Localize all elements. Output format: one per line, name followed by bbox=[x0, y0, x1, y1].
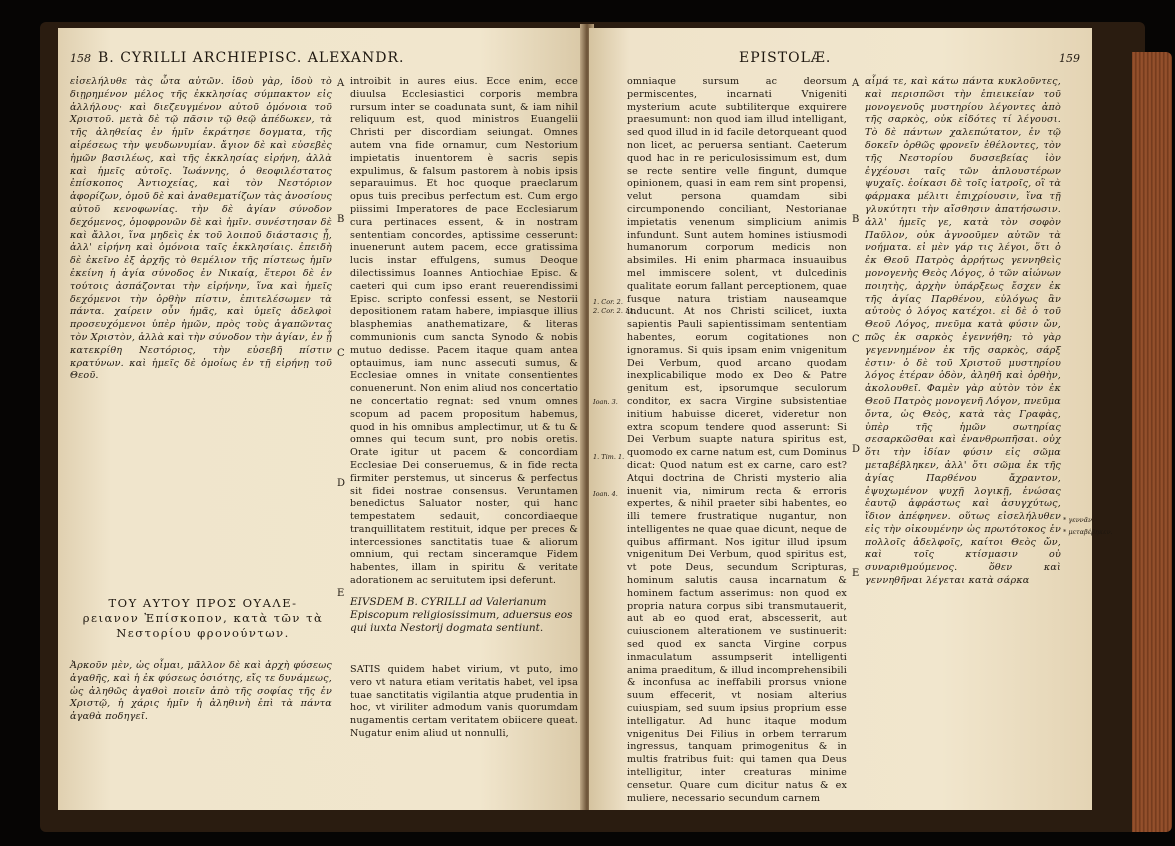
latin-body-column bbox=[350, 664, 578, 800]
section-marker-e: E bbox=[337, 588, 345, 599]
greek-paragraph: αἷμά τε, καὶ κάτω πάντα κυκλοῦντες, καὶ περισπῶσι τὴν ἐπιεικείαν τοῦ μονογενοῦς μυστηρίου λέγοντες ἀπὸ τῆς σαρκὸς, οὐκ εἰδότες τί λέγουσι. Τὸ δὲ πάντων χαλεπώτατον, ἐν τῷ δοκεῖν ὀρθῶς φρονεῖν ἐθέλοντες, τὸν τῆς Νεστορίου δυσσεβείας ἰὸν ἐγχέουσι ταῖς τῶν ἁπλουστέρων ψυχαῖς. ἐοίκασι δὲ τοῖς ἰατροῖς, οἳ τὰ φάρμακα μέλιτι ἐπιχρίουσιν, ἵνα τῇ γλυκύτητι τὴν αἴσθησιν ἀπατήσωσιν. ἀλλ' ἡμεῖς γε, κατὰ τὸν σοφὸν Παῦλον, οὐκ ἀγνοοῦμεν αὐτῶν τὰ νοήματα. εἰ μὲν γάρ τις λέγοι, ὅτι ὁ ἐκ Θεοῦ Πατρὸς ἀρρήτως γεννηθεὶς μονογενὴς Θεὸς Λόγος, ὁ τῶν αἰώνων ποιητὴς, ἀρχὴν ὑπάρξεως ἔσχεν ἐκ τῆς ἁγίας Παρθένου, εὐλόγως ἂν αὐτοὺς ὁ λόγος κατέχοι. εἰ δὲ ὁ τοῦ Θεοῦ Λόγος, πνεῦμα κατὰ φύσιν ὤν, πῶς ἐκ σαρκὸς ἐγεννήθη; τὸ γὰρ γεγεννημένον ἐκ τῆς σαρκὸς, σάρξ ἐστιν· ὁ δὲ τοῦ Χριστοῦ μυστηρίου λόγος ἑτέραν ὁδὸν, ἀληθῆ καὶ ὀρθὴν, ἀκολουθεῖ. Φαμὲν γὰρ αὐτὸν τὸν ἐκ Θεοῦ Πατρὸς μονογενῆ Λόγον, πνεῦμα ὄντα, ὡς Θεὸς, κατὰ τὰς Γραφὰς, ὑπὲρ τῆς ἡμῶν σωτηρίας σεσαρκῶσθαι καὶ ἐνανθρωπῆσαι. οὐχ ὅτι τὴν ἰδίαν φύσιν εἰς σῶμα μεταβέβληκεν, ἀλλ' ὅτι σῶμα ἐκ τῆς ἁγίας Παρθένου ἄχραντον, ἐψυχωμένον ψυχῇ λογικῇ, ἑνώσας ἑαυτῷ ἀφράστως καὶ ἀσυγχύτως, ἴδιον ἀπέφηνεν. οὕτως εἰσελήλυθεν εἰς τὴν οἰκουμένην ὡς πρωτότοκος ἐν πολλοῖς ἀδελφοῖς, καίτοι Θεὸς ὤν, καὶ τοῖς κτίσμασιν οὐ συναριθμούμενος. ὅθεν καὶ γεννηθῆναι λέγεται κατὰ σάρκα bbox=[865, 76, 1061, 587]
section-marker-b: B bbox=[852, 214, 860, 225]
greek-body-column bbox=[70, 660, 332, 800]
latin-text-column bbox=[350, 76, 578, 602]
margin-note: Ioan. 3. bbox=[593, 398, 618, 406]
running-head-right: EPISTOLÆ. bbox=[739, 50, 832, 66]
section-marker-c: C bbox=[337, 348, 345, 359]
greek-body-paragraph: Ἀρκοῦν μὲν, ὡς οἶμαι, μᾶλλον δὲ καὶ ἀρχὴ φύσεως ἀγαθῆς, καὶ ἡ ἐκ φύσεως ὁσιότης, εἴς τε δυνάμεως, ὡς ἀληθῶς ἀγαθοὶ ποιεῖν ἀπὸ τῆς σοφίας τῆς ἐν Χριστῷ, ἡ χάρις ἡμῖν ἡ ἀληθινὴ ἐπὶ τὰ πάντα ἀγαθὰ ποδηγεῖ. bbox=[70, 660, 332, 723]
margin-note: * μεταβέβηκεν. bbox=[1063, 528, 1113, 536]
margin-note: * γεννᾶν. bbox=[1063, 516, 1094, 524]
latin-section-title: EIVSDEM B. CYRILLI ad Valerianum Episcopum religiosissimum, aduersus eos qui iuxta Nestorij dogmata sentiunt. bbox=[350, 596, 573, 634]
right-page bbox=[589, 28, 1113, 810]
greek-text-column bbox=[70, 76, 332, 596]
running-head-left: B. CYRILLI ARCHIEPISC. ALEXANDR. bbox=[98, 50, 405, 66]
latin-paragraph: omniaque sursum ac deorsum permiscentes, incarnati Vnigeniti mysterium acute subtiliterque exquirere praesumunt: non quod iam illud intelligant, sed quod illud in id facile detorqueant quod non licet, ac peruersa sentiant. Caeterum quod hac in re periculosissimum est, dum se recte sentire velle fingunt, dumque opinionem, quasi in eam rem sint propensi, velut persona quamdam sibi circumponendo conciliant, Nestorianae impietatis venenum simplicium animis infundunt. Sunt autem homines istiusmodi humanorum corporum medicis non absimiles. Hi enim pharmaca insuauibus mel immiscere solent, vt dulcedinis qualitate eorum fallant perceptionem, quae fusque natura tristiam nauseamque inducunt. At nos Christi scilicet, iuxta sapientis Pauli sapientissimam sententiam habentes, eorum cogitationes non ignoramus. Si quis ipsam enim vnigenitum Dei Verbum, quod arcano quodam inexplicabilique modo ex Deo & Patre genitum est, ipsorumque seculorum conditor, ex sacra Virgine subsistentiae initium habuisse diceret, videretur non extra scopum tendere quod asserunt: Si Dei Verbum suapte natura spiritus est, quomodo ex carne natum est, cum Dominus dicat: Quod natum est ex carne, caro est? Atqui doctrina de Christi mysterio alia inuenit via, nimirum recta & erroris expertes, & nihil praeter sibi habentes, eo illi temere frustratique nugantur, non intelligentes ne quae quae dicunt, neque de quibus affirmant. Nos igitur illud ipsum vnigenitum Dei Verbum, quod spiritus est, vt pote Deus, secundum Scripturas, hominum salutis causa incarnatum & hominem factum asserimus: non quod ex propria natura corpus sibi transmutauerit, aut ab eo quod erat, abscesserit, aut cuiuscionem alterationem ve sustinuerit: sed quod ex sancta Virgine corpus inmaculatum assumpserit intelligenti anima praeditum, & illud incomprehensibili & inconfusa ac ineffabili prorsus vnione suum effecerit, vt nosiam alterius cuiuspiam, sed suum ipsius proprium esse intelligatur. Ad hunc itaque modum vnigenitus Dei Filius in orbem terrarum ingressus, tanquam primogenitus & in multis fratribus fuit: qui tamen qua Deus intelligitur, inter creaturas minime censetur. Quare cum dicitur natus & ex muliere, necessario secundum carnem bbox=[627, 76, 847, 804]
section-marker-b: B bbox=[337, 214, 345, 225]
section-marker-a: A bbox=[852, 78, 860, 89]
greek-text-column bbox=[865, 76, 1061, 802]
latin-paragraph: introibit in aures eius. Ecce enim, ecce diuulsa Ecclesiastici corporis membra rursum inter se coadunata sunt, & iam nihil reliquum est, quod ministros Euangelii Christi per discordiam seiungat. Omnes autem vna fide ornamur, cum Nestorium impietatis inuentorem è sacris sepis expulimus, & falsum pastorem à nobis ipsis separauimus. Et hoc quoque praeclarum opus tuis precibus perfectum est. Cum ergo piissimi Imperatores de pace Ecclesiarum cura pertinaces essent, & in nostram sententiam concordes, aptissime cesserunt: inuenerunt autem pacem, ecce gratissima lucis instar effulgens, sumus Deoque dilectissimus Ioannes Antiochiae Episc. & caeteri qui cum ipso erant reuerendissimi Episc. scripto confessi essent, se Nestorii depositionem ratam habere, impiasque illius blasphemias anathematizare, & literas communionis cum sancta Synodo & nobis mutuo dedisse. Pacem itaque quam antea optauimus, iam nunc assecuti sumus, & Ecclesiae omnes in vnitate consentientes conuenerunt. Non enim aliud nos concertatio ne concertatio regnat: sed vnum omnes scopum ad pacem propositum habemus, quod in his omnibus amplectimur, ut & tu & omnes qui tecum sunt, pro nobis oretis. Orate igitur ut pacem & concordiam Ecclesiae Dei conseruemus, & in fide recta firmiter perstemus, ut sincerus & perfectus sit fidei nostrae consensus. Veruntamen benedictus Saluator noster, qui hanc tempestatem sedauit, concordiaeque tranquillitatem restituit, idque per preces & intercessiones sanctitatis tuae & aliorum omnium, qui rectam sinceramque Fidem habentes, illam in spiritu & veritate adorationem ac seruitutem ipsi deferunt. bbox=[350, 76, 578, 587]
greek-section-title: ΤΟΥ ΑΥΤΟΥ ΠΡΟΣ ΟΥΑΛΕ- ρειανον Ἐπίσκοπον, κατὰ τῶν τὰ Νεστορίου φρονούντων. bbox=[82, 596, 324, 640]
margin-note: 1. Tim. 1. bbox=[593, 453, 625, 461]
section-marker-d: D bbox=[852, 444, 861, 455]
margin-note: Ioan. 4. bbox=[593, 490, 618, 498]
section-marker-c: C bbox=[852, 334, 860, 345]
section-marker-a: A bbox=[337, 78, 345, 89]
section-marker-e: E bbox=[852, 568, 860, 579]
margin-note: 1. Cor. 2. bbox=[593, 298, 623, 306]
page-edges bbox=[1132, 52, 1172, 832]
left-page bbox=[58, 28, 585, 810]
latin-text-column bbox=[627, 76, 847, 802]
latin-body-paragraph: SATIS quidem habet virium, vt puto, imo vero vt natura etiam veritatis habet, vel ipsa tuae sanctitatis vigilantia atque prudentia in hoc, vt viriliter admodum vanis quorumdam nugamentis certam veritatem obiicere queat. Nugatur enim aliud ut nonnulli, bbox=[350, 664, 578, 739]
greek-paragraph: εἰσελήλυθε τὰς ὦτα αὐτῶν. ἰδοὺ γὰρ, ἰδοὺ τὸ διῃρημένον μέλος τῆς ἐκκλησίας σύμπακτον εἰς ἀλλήλους· καὶ διεζευγμένον αὐτοῦ ὁμόνοια τοῦ Χριστοῦ. μετὰ δὲ τῷ πᾶσιν τῷ θεῷ ἀπέδωκεν, τὰ τῆς ἀληθείας ἐν ἡμῖν ἐκράτησε δογματα, τῆς αἱρέσεως τὴν ψευδωνυμίαν. ἄγιον δὲ καὶ εὐσεβὲς ἡμῶν βασιλέως, καὶ τῆς ἐκκλησίας εἰρήνη, ἀλλὰ καὶ ἡμεῖς αὐτοῖς. Ἰωάννης, ὁ θεοφιλέστατος ἐπίσκοπος Ἀντιοχείας, καὶ τὸν Νεστόριον ἀφορίζων, ὁμοῦ δὲ καὶ ἀναθεματίζων τὰς ἀνοσίους αὐτοῦ κενοφωνίας. τὴν δὲ ἁγίαν σύνοδον δεχόμενος, ὁμοφρονῶν δὲ καὶ ἡμῖν. συνέστησαν δὲ καὶ ἄλλοι, ἵνα μηδεὶς ἐκ τοῦ λοιποῦ διάστασις ᾖ, ἀλλ' εἰρήνη καὶ ὁμόνοια ταῖς ἐκκλησίαις. ἐπειδὴ δὲ ἐκεῖνο ἐξ ἀρχῆς τὸ θεμέλιον τῆς πίστεως ἡμῖν ἐκείνη ἡ ἁγία σύνοδος ἐν Νικαίᾳ, ἕτεροι δὲ ἐν τούτοις ἀσπάζονται τὴν εἰρήνην, ἵνα καὶ ἡμεῖς δεχόμενοι τὴν ὀρθὴν πίστιν, ἐπιτελέσωμεν τὰ πάντα. χαίρειν οὖν ἡμᾶς, καὶ ὑμεῖς ἀδελφοὶ προσευχόμενοι ὑπὲρ ἡμῶν, πρὸς τοὺς ἀγαπῶντας τὸν Χριστὸν, ἀλλὰ καὶ τὴν σύνοδον τὴν ἁγίαν, ἐν ᾗ κατεκρίθη Νεστόριος, τὴν εὐσεβῆ πίστιν κρατύνων. καὶ ἡμεῖς δὲ ὁμοίως ἐν τῇ εἰρήνῃ τοῦ Θεοῦ. bbox=[70, 76, 332, 382]
section-marker-d: D bbox=[337, 478, 346, 489]
page-number-right: 159 bbox=[1059, 52, 1080, 65]
margin-note: 2. Cor. 2. 11. bbox=[593, 307, 636, 315]
page-number-left: 158 bbox=[70, 52, 91, 65]
